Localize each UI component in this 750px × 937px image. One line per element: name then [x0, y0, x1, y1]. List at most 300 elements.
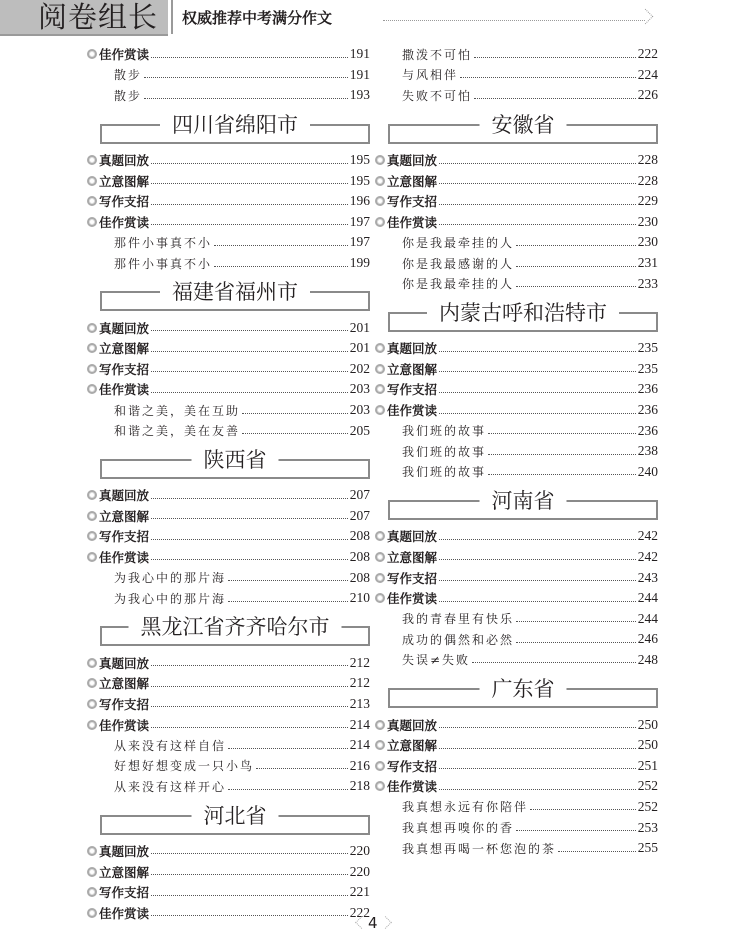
toc-entry[interactable]	[388, 588, 658, 609]
entry-label: 我真想永远有你陪伴	[402, 800, 529, 815]
page-footer	[0, 912, 750, 934]
toc-entry[interactable]	[100, 714, 370, 735]
toc-entry[interactable]	[388, 191, 658, 212]
toc-subentry[interactable]	[100, 735, 370, 756]
dot-leader	[439, 768, 636, 769]
section-heading	[388, 110, 658, 148]
toc-subentry[interactable]	[388, 608, 658, 629]
toc-subentry[interactable]	[388, 462, 658, 483]
entry-label: 与风相伴	[402, 68, 459, 83]
entry-label: 立意图解	[387, 549, 438, 565]
toc-subentry[interactable]	[388, 85, 658, 106]
dot-leader	[439, 580, 636, 581]
entry-page-number: 202	[349, 360, 370, 376]
toc-subentry[interactable]	[388, 232, 658, 253]
entry-label: 佳作赏读	[99, 382, 150, 398]
entry-label: 佳作赏读	[99, 549, 150, 565]
entry-page-number: 236	[637, 402, 658, 418]
entry-label: 你是我最感谢的人	[402, 256, 515, 271]
dot-leader	[530, 809, 636, 810]
entry-page-number: 231	[637, 255, 658, 271]
dot-leader	[256, 768, 348, 769]
dot-leader	[516, 642, 636, 643]
section-heading	[100, 110, 370, 148]
toc-entry[interactable]	[388, 776, 658, 797]
toc-subentry[interactable]	[100, 776, 370, 797]
toc-subentry[interactable]	[100, 567, 370, 588]
toc-subentry[interactable]	[388, 629, 658, 650]
entry-label: 立意图解	[99, 341, 150, 357]
dot-leader	[151, 706, 348, 707]
toc-entry[interactable]	[100, 359, 370, 380]
entry-page-number: 236	[637, 381, 658, 397]
entry-page-number: 252	[637, 778, 658, 794]
entry-page-number: 251	[637, 757, 658, 773]
entry-label: 佳作赏读	[99, 905, 150, 921]
section-heading	[100, 445, 370, 483]
circle-bullet-icon	[375, 196, 385, 206]
section-heading	[100, 277, 370, 315]
dot-leader	[151, 330, 348, 331]
entry-label: 真题回放	[99, 488, 150, 504]
entry-label: 写作支招	[99, 361, 150, 377]
dot-leader	[516, 245, 636, 246]
circle-bullet-icon	[375, 781, 385, 791]
toc-entry[interactable]	[100, 212, 370, 233]
dot-leader	[439, 392, 636, 393]
dot-leader	[439, 224, 636, 225]
toc-entry[interactable]	[100, 652, 370, 673]
dot-leader	[214, 266, 348, 267]
entry-page-number: 205	[349, 422, 370, 438]
section-heading	[388, 486, 658, 524]
entry-label: 我们班的故事	[402, 465, 487, 480]
toc-entry[interactable]	[388, 735, 658, 756]
entry-page-number: 203	[349, 402, 370, 418]
entry-label: 佳作赏读	[99, 717, 150, 733]
entry-page-number: 208	[349, 569, 370, 585]
circle-bullet-icon	[375, 740, 385, 750]
entry-page-number: 191	[349, 46, 370, 62]
dot-leader	[439, 727, 636, 728]
toc-subentry[interactable]	[388, 650, 658, 671]
dot-leader	[151, 895, 348, 896]
circle-bullet-icon	[375, 531, 385, 541]
entry-label: 真题回放	[99, 153, 150, 169]
entry-label: 你是我最牵挂的人	[402, 277, 515, 292]
toc-entry[interactable]	[100, 170, 370, 191]
entry-page-number: 226	[637, 87, 658, 103]
toc-entry[interactable]	[100, 191, 370, 212]
dot-leader	[439, 371, 636, 372]
circle-bullet-icon	[87, 658, 97, 668]
dot-leader	[151, 351, 348, 352]
toc-subentry[interactable]	[388, 797, 658, 818]
circle-bullet-icon	[87, 678, 97, 688]
dot-leader	[151, 57, 348, 58]
toc-entry[interactable]	[388, 526, 658, 547]
page-header	[0, 0, 750, 36]
circle-bullet-icon	[87, 196, 97, 206]
circle-bullet-icon	[87, 490, 97, 500]
entry-page-number: 250	[637, 737, 658, 753]
dot-leader	[474, 98, 636, 99]
dot-leader	[460, 77, 636, 78]
entry-page-number: 193	[349, 87, 370, 103]
toc-subentry[interactable]	[100, 232, 370, 253]
circle-bullet-icon	[375, 176, 385, 186]
entry-page-number: 229	[637, 193, 658, 209]
toc-entry[interactable]	[388, 359, 658, 380]
entry-page-number: 208	[349, 548, 370, 564]
toc-entry[interactable]	[100, 506, 370, 527]
entry-page-number: 222	[637, 46, 658, 62]
entry-page-number: 210	[349, 590, 370, 606]
dot-leader	[472, 662, 636, 663]
entry-page-number: 250	[637, 716, 658, 732]
circle-bullet-icon	[375, 155, 385, 165]
circle-bullet-icon	[87, 511, 97, 521]
header-dotted-line	[383, 20, 645, 21]
dot-leader	[439, 351, 636, 352]
entry-page-number: 196	[349, 193, 370, 209]
dot-leader	[439, 539, 636, 540]
entry-page-number: 243	[637, 569, 658, 585]
entry-label: 立意图解	[387, 738, 438, 754]
entry-label: 写作支招	[99, 194, 150, 210]
dot-leader	[151, 853, 348, 854]
dot-leader	[151, 874, 348, 875]
toc-subentry[interactable]	[100, 65, 370, 86]
section-title: 安徽省	[480, 110, 567, 140]
dot-leader	[474, 57, 636, 58]
entry-label: 真题回放	[99, 655, 150, 671]
dot-leader	[151, 498, 348, 499]
toc-subentry[interactable]	[100, 400, 370, 421]
entry-label: 和谐之美，美在友善	[114, 424, 241, 439]
toc-entry[interactable]	[100, 861, 370, 882]
toc-subentry[interactable]	[388, 253, 658, 274]
entry-label: 为我心中的那片海	[114, 571, 227, 586]
entry-page-number: 201	[349, 319, 370, 335]
toc-entry[interactable]	[388, 150, 658, 171]
dot-leader	[228, 748, 348, 749]
entry-label: 和谐之美，美在互助	[114, 403, 241, 418]
entry-page-number: 244	[637, 590, 658, 606]
circle-bullet-icon	[375, 405, 385, 415]
dot-leader	[242, 433, 348, 434]
entry-page-number: 224	[637, 66, 658, 82]
section-title: 陕西省	[192, 445, 279, 475]
toc-subentry[interactable]	[388, 420, 658, 441]
toc-subentry[interactable]	[100, 420, 370, 441]
entry-page-number: 236	[637, 422, 658, 438]
entry-page-number: 213	[349, 695, 370, 711]
entry-page-number: 207	[349, 507, 370, 523]
entry-page-number: 191	[349, 66, 370, 82]
entry-label: 从来没有这样自信	[114, 738, 227, 753]
entry-label: 真题回放	[387, 717, 438, 733]
entry-page-number: 222	[349, 904, 370, 920]
entry-label: 好想好想变成一只小鸟	[114, 759, 255, 774]
entry-page-number: 216	[349, 757, 370, 773]
entry-label: 立意图解	[99, 864, 150, 880]
entry-page-number: 197	[349, 213, 370, 229]
entry-page-number: 214	[349, 716, 370, 732]
toc-subentry[interactable]	[388, 817, 658, 838]
toc-subentry[interactable]	[100, 85, 370, 106]
section-title: 黑龙江省齐齐哈尔市	[129, 612, 342, 642]
toc-entry[interactable]	[388, 755, 658, 776]
entry-page-number: 195	[349, 152, 370, 168]
circle-bullet-icon	[87, 217, 97, 227]
dot-leader	[516, 621, 636, 622]
toc-subentry[interactable]	[100, 253, 370, 274]
circle-bullet-icon	[375, 593, 385, 603]
dot-leader	[439, 789, 636, 790]
circle-bullet-icon	[87, 364, 97, 374]
dot-leader	[439, 204, 636, 205]
toc-entry[interactable]	[100, 485, 370, 506]
entry-page-number: 203	[349, 381, 370, 397]
entry-page-number: 248	[637, 651, 658, 667]
entry-label: 佳作赏读	[387, 779, 438, 795]
entry-page-number: 208	[349, 528, 370, 544]
circle-bullet-icon	[375, 573, 385, 583]
entry-page-number: 242	[637, 528, 658, 544]
entry-label: 成功的偶然和必然	[402, 632, 515, 647]
header-divider	[171, 0, 173, 34]
entry-label: 真题回放	[387, 529, 438, 545]
entry-label: 散步	[114, 88, 143, 103]
entry-label: 立意图解	[387, 173, 438, 189]
toc-entry[interactable]	[388, 547, 658, 568]
entry-page-number: 207	[349, 487, 370, 503]
dot-leader	[151, 204, 348, 205]
toc-subentry[interactable]	[388, 273, 658, 294]
entry-label: 写作支招	[99, 696, 150, 712]
dot-leader	[516, 266, 636, 267]
entry-label: 撒泼不可怕	[402, 47, 473, 62]
toc-entry[interactable]	[100, 673, 370, 694]
section-title: 福建省福州市	[160, 277, 310, 307]
entry-page-number: 212	[349, 654, 370, 670]
circle-bullet-icon	[87, 343, 97, 353]
entry-label: 我们班的故事	[402, 424, 487, 439]
entry-page-number: 244	[637, 610, 658, 626]
dot-leader	[151, 686, 348, 687]
entry-page-number: 246	[637, 631, 658, 647]
circle-bullet-icon	[375, 552, 385, 562]
entry-label: 写作支招	[99, 529, 150, 545]
toc-entry[interactable]	[388, 714, 658, 735]
dot-leader	[151, 559, 348, 560]
entry-label: 散步	[114, 68, 143, 83]
dot-leader	[439, 413, 636, 414]
dot-leader	[488, 454, 636, 455]
dot-leader	[228, 580, 348, 581]
dot-leader	[151, 518, 348, 519]
entry-page-number: 230	[637, 213, 658, 229]
entry-page-number: 218	[349, 778, 370, 794]
toc-entry[interactable]	[100, 379, 370, 400]
entry-label: 我的青春里有快乐	[402, 612, 515, 627]
entry-label: 那件小事真不小	[114, 235, 213, 250]
circle-bullet-icon	[87, 887, 97, 897]
entry-label: 真题回放	[99, 320, 150, 336]
section-heading	[388, 674, 658, 712]
dot-leader	[228, 789, 348, 790]
entry-page-number: 253	[637, 819, 658, 835]
circle-bullet-icon	[87, 49, 97, 59]
entry-page-number: 197	[349, 234, 370, 250]
entry-page-number: 221	[349, 884, 370, 900]
toc-column-right	[388, 44, 658, 858]
toc-entry[interactable]	[100, 841, 370, 862]
dot-leader	[151, 371, 348, 372]
toc-entry[interactable]	[100, 526, 370, 547]
circle-bullet-icon	[87, 531, 97, 541]
circle-bullet-icon	[87, 720, 97, 730]
dot-leader	[439, 559, 636, 560]
section-title: 河北省	[192, 801, 279, 831]
entry-page-number: 214	[349, 737, 370, 753]
entry-page-number: 201	[349, 340, 370, 356]
entry-label: 真题回放	[387, 341, 438, 357]
chevron-right-icon	[379, 916, 392, 929]
dot-leader	[488, 433, 636, 434]
toc-entry[interactable]	[388, 170, 658, 191]
entry-label: 立意图解	[387, 361, 438, 377]
section-title: 河南省	[480, 486, 567, 516]
entry-page-number: 235	[637, 340, 658, 356]
dot-leader	[151, 665, 348, 666]
circle-bullet-icon	[375, 720, 385, 730]
toc-entry[interactable]	[388, 379, 658, 400]
page-number: 4	[368, 914, 378, 932]
entry-page-number: 255	[637, 840, 658, 856]
section-title: 内蒙古呼和浩特市	[427, 298, 619, 328]
toc-entry[interactable]	[388, 567, 658, 588]
book-subtitle: 权威推荐中考满分作文	[182, 9, 333, 27]
circle-bullet-icon	[87, 846, 97, 856]
dot-leader	[488, 474, 636, 475]
entry-label: 你是我最牵挂的人	[402, 235, 515, 250]
circle-bullet-icon	[375, 384, 385, 394]
entry-label: 写作支招	[387, 758, 438, 774]
chevron-right-icon	[638, 9, 654, 25]
dot-leader	[439, 163, 636, 164]
brand-box	[0, 0, 168, 36]
entry-page-number: 220	[349, 863, 370, 879]
circle-bullet-icon	[375, 761, 385, 771]
dot-leader	[516, 286, 636, 287]
toc-entry[interactable]	[100, 547, 370, 568]
toc-entry[interactable]	[100, 44, 370, 65]
entry-label: 从来没有这样开心	[114, 779, 227, 794]
entry-label: 写作支招	[99, 885, 150, 901]
toc-subentry[interactable]	[100, 755, 370, 776]
toc-entry[interactable]	[100, 317, 370, 338]
toc-entry[interactable]	[100, 338, 370, 359]
toc-entry[interactable]	[100, 882, 370, 903]
toc-subentry[interactable]	[388, 44, 658, 65]
section-heading	[388, 298, 658, 336]
dot-leader	[558, 851, 636, 852]
section-heading	[100, 612, 370, 650]
dot-leader	[439, 748, 636, 749]
dot-leader	[242, 413, 348, 414]
entry-label: 真题回放	[387, 153, 438, 169]
section-title: 四川省绵阳市	[160, 110, 310, 140]
dot-leader	[151, 727, 348, 728]
toc-subentry[interactable]	[388, 838, 658, 859]
entry-label: 佳作赏读	[387, 214, 438, 230]
entry-page-number: 199	[349, 255, 370, 271]
toc-entry[interactable]	[388, 400, 658, 421]
circle-bullet-icon	[375, 343, 385, 353]
entry-label: 佳作赏读	[99, 214, 150, 230]
entry-label: 写作支招	[387, 570, 438, 586]
toc-entry[interactable]	[100, 694, 370, 715]
toc-entry[interactable]	[388, 338, 658, 359]
entry-page-number: 242	[637, 548, 658, 564]
entry-label: 那件小事真不小	[114, 256, 213, 271]
entry-page-number: 230	[637, 234, 658, 250]
circle-bullet-icon	[87, 699, 97, 709]
dot-leader	[151, 183, 348, 184]
dot-leader	[151, 163, 348, 164]
toc-subentry[interactable]	[388, 441, 658, 462]
entry-page-number: 228	[637, 172, 658, 188]
entry-page-number: 252	[637, 798, 658, 814]
entry-label: 我真想再喝一杯您泡的茶	[402, 841, 557, 856]
dot-leader	[516, 830, 636, 831]
toc-subentry[interactable]	[100, 588, 370, 609]
entry-page-number: 240	[637, 463, 658, 479]
entry-page-number: 235	[637, 360, 658, 376]
entry-label: 我们班的故事	[402, 444, 487, 459]
entry-label: 失败不可怕	[402, 88, 473, 103]
entry-page-number: 195	[349, 172, 370, 188]
circle-bullet-icon	[87, 155, 97, 165]
entry-label: 真题回放	[99, 843, 150, 859]
circle-bullet-icon	[87, 867, 97, 877]
circle-bullet-icon	[87, 323, 97, 333]
toc-subentry[interactable]	[388, 65, 658, 86]
entry-label: 立意图解	[99, 676, 150, 692]
entry-page-number: 212	[349, 675, 370, 691]
entry-label: 佳作赏读	[99, 47, 150, 63]
circle-bullet-icon	[375, 364, 385, 374]
entry-page-number: 220	[349, 842, 370, 858]
dot-leader	[439, 601, 636, 602]
toc-entry[interactable]	[388, 212, 658, 233]
entry-label: 立意图解	[99, 173, 150, 189]
toc-entry[interactable]	[100, 150, 370, 171]
dot-leader	[439, 183, 636, 184]
circle-bullet-icon	[87, 384, 97, 394]
dot-leader	[214, 245, 348, 246]
dot-leader	[144, 98, 348, 99]
entry-label: 写作支招	[387, 382, 438, 398]
entry-label: 佳作赏读	[387, 591, 438, 607]
chevron-left-icon	[355, 916, 368, 929]
entry-label: 写作支招	[387, 194, 438, 210]
entry-label: 我真想再嗅你的香	[402, 821, 515, 836]
dot-leader	[151, 224, 348, 225]
section-heading	[100, 801, 370, 839]
